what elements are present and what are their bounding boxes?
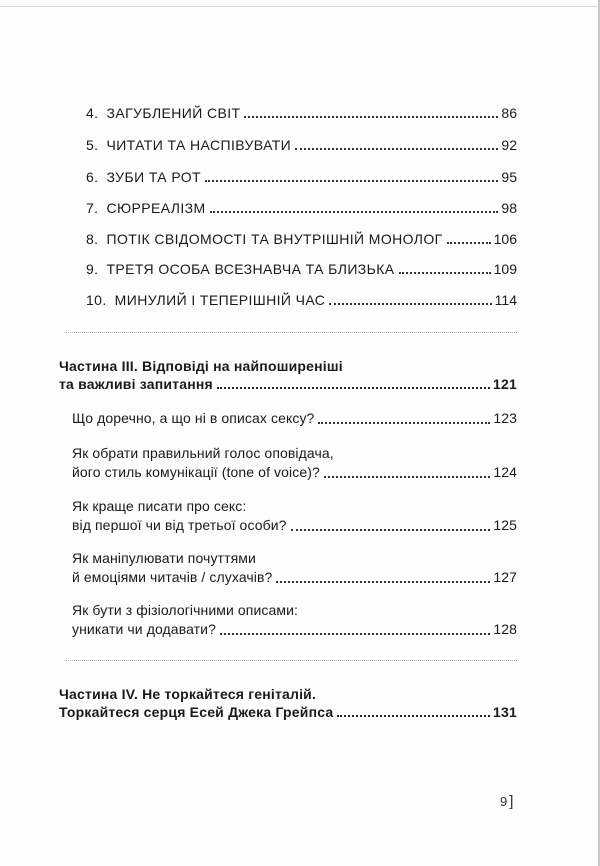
leader-dots bbox=[220, 633, 490, 635]
folio-number: 9 bbox=[500, 794, 508, 809]
chapter-title: ЗАГУБЛЕНИЙ СВІТ bbox=[106, 105, 241, 121]
leader-dots bbox=[318, 422, 490, 424]
leader-dots bbox=[205, 180, 498, 182]
question-text-line-2: й емоціями читачів / слухачів? bbox=[72, 569, 273, 585]
page-folio bbox=[500, 793, 513, 810]
leader-dots bbox=[399, 272, 491, 274]
chapter-number: 10. bbox=[86, 292, 107, 308]
leader-dots bbox=[210, 211, 499, 213]
toc-entry-question-5[interactable] bbox=[72, 601, 517, 639]
chapter-title: МИНУЛИЙ І ТЕПЕРІШНІЙ ЧАС bbox=[114, 292, 326, 308]
question-text-line-2: його стиль комунікації (tone of voice)? bbox=[72, 464, 320, 480]
question-text-line-1: Як обрати правильний голос оповідача, bbox=[72, 445, 334, 461]
chapter-title: ПОТІК СВІДОМОСТІ ТА ВНУТРІШНІЙ МОНОЛОГ bbox=[106, 231, 443, 247]
leader-dots bbox=[337, 715, 490, 717]
chapter-number: 7. bbox=[86, 200, 99, 216]
chapter-number: 9. bbox=[86, 261, 99, 277]
page-number: 98 bbox=[501, 200, 517, 216]
section-divider bbox=[65, 660, 517, 661]
toc-entry-chapter-9[interactable] bbox=[86, 260, 517, 278]
toc-entry-question-2[interactable] bbox=[72, 444, 517, 482]
question-text: Що доречно, а що ні в описах сексу? bbox=[72, 410, 315, 426]
leader-dots bbox=[447, 242, 491, 244]
toc-entry-question-3[interactable] bbox=[72, 497, 517, 535]
page-number: 92 bbox=[501, 137, 517, 153]
chapter-number: 6. bbox=[86, 169, 99, 185]
leader-dots bbox=[291, 529, 491, 531]
leader-dots bbox=[276, 581, 490, 583]
page-number: 114 bbox=[494, 292, 517, 308]
question-text-line-1: Як бути з фізіологічними описами: bbox=[72, 602, 299, 618]
chapter-number: 8. bbox=[86, 231, 99, 247]
chapter-number: 5. bbox=[86, 137, 99, 153]
page-number: 86 bbox=[501, 105, 517, 121]
page-number: 125 bbox=[493, 517, 517, 533]
toc-entry-chapter-5[interactable] bbox=[86, 136, 517, 154]
page-number: 128 bbox=[493, 621, 517, 637]
toc-entry-question-1[interactable] bbox=[72, 409, 517, 428]
toc-entry-chapter-7[interactable] bbox=[86, 199, 517, 217]
chapter-title: ЧИТАТИ ТА НАСПІВУВАТИ bbox=[106, 137, 292, 153]
page-number: 123 bbox=[493, 410, 517, 426]
chapter-title: ТРЕТЯ ОСОБА ВСЕЗНАВЧА ТА БЛИЗЬКА bbox=[106, 261, 395, 277]
question-text-line-2: уникати чи додавати? bbox=[72, 621, 216, 637]
toc-entry-part-3[interactable] bbox=[59, 357, 517, 393]
leader-dots bbox=[324, 476, 490, 478]
leader-dots bbox=[244, 116, 498, 118]
question-text-line-2: від першої чи від третьої особи? bbox=[72, 517, 287, 533]
leader-dots bbox=[329, 303, 491, 305]
toc-entry-chapter-10[interactable] bbox=[86, 291, 517, 309]
leader-dots bbox=[217, 387, 490, 389]
section-divider bbox=[65, 332, 517, 333]
question-text-line-1: Як краще писати про секс: bbox=[72, 498, 247, 514]
toc-entry-part-4[interactable] bbox=[59, 685, 517, 721]
folio-bracket: ] bbox=[509, 793, 514, 810]
toc-entry-chapter-6[interactable] bbox=[86, 168, 517, 186]
part-title-line-2: та важливі запитання bbox=[59, 376, 213, 392]
toc-entry-chapter-8[interactable] bbox=[86, 230, 517, 248]
leader-dots bbox=[295, 148, 498, 150]
part-title-line-1: Частина III. Відповіді на найпоширеніші bbox=[59, 358, 343, 374]
question-text-line-1: Як маніпулювати почуттями bbox=[72, 550, 256, 566]
page-number: 95 bbox=[501, 169, 517, 185]
part-title-line-1: Частина IV. Не торкайтеся геніталій. bbox=[59, 686, 317, 702]
page-number: 106 bbox=[493, 231, 517, 247]
toc-entry-question-4[interactable] bbox=[72, 549, 517, 587]
chapter-number: 4. bbox=[86, 105, 99, 121]
page-number: 131 bbox=[493, 704, 517, 720]
chapter-title: СЮРРЕАЛІЗМ bbox=[106, 200, 206, 216]
part-title-line-2: Торкайтеся серця Есей Джека Грейпса bbox=[59, 704, 334, 720]
chapter-title: ЗУБИ ТА РОТ bbox=[106, 169, 202, 185]
page-number: 127 bbox=[493, 569, 517, 585]
page-number: 121 bbox=[493, 376, 517, 392]
page-top-edge bbox=[0, 0, 600, 7]
page-number: 109 bbox=[493, 261, 517, 277]
toc-entry-chapter-4[interactable] bbox=[86, 104, 517, 122]
page-number: 124 bbox=[493, 464, 517, 480]
